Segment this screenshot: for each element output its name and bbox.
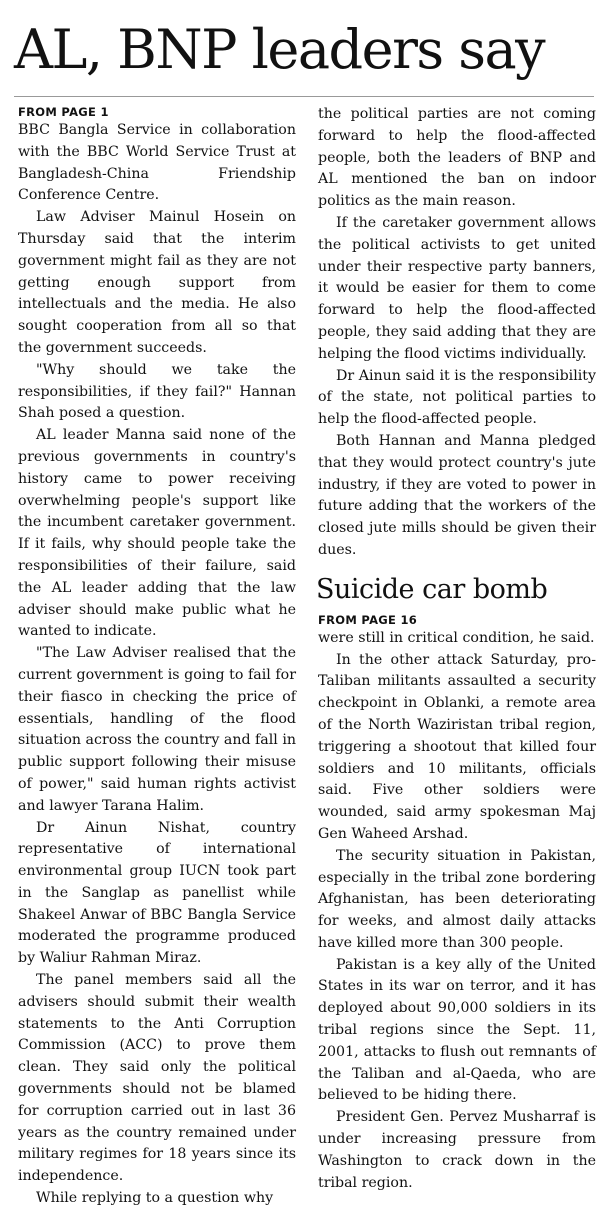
headline-rule — [14, 96, 594, 97]
paragraph: While replying to a question why — [36, 1190, 274, 1207]
paragraph: AL leader Manna said none of the previous governments in country's history came to power receiving overwhelming people's support like the incumbent caretaker government. If it fails, why should people take the responsibilities of their failure, said the AL leader adding that the law adviser should make public what he wanted to indicate. — [18, 427, 296, 640]
headline: AL, BNP leaders say — [14, 18, 545, 81]
paragraph: The panel members said all the advisers should submit their wealth statements to the Anti Corruption Commission (ACC) to prove them clean. They said only the political governments should not be blamed for corruption carried out in last 36 years as the country remained under military regimes for 18 years since its independence. — [18, 972, 296, 1185]
right-column — [318, 104, 596, 1194]
paragraph: The security situation in Pakistan, especially in the tribal zone bordering Afghanistan, has been deteriorating for weeks, and almost daily attacks have killed more than 300 people. — [318, 847, 596, 951]
paragraph: Dr Ainun Nishat, country representative of international environmental group IUCN took part in the Sanglap as panellist while Shakeel Anwar of BBC Bangla Service moderated the programme produced by Waliur Rahman Miraz. — [18, 819, 296, 967]
paragraph: BBC Bangla Service in collaboration with the BBC World Service Trust at Bangladesh-China Friendship Conference Centre. — [18, 122, 296, 204]
paragraph: Law Adviser Mainul Hosein on Thursday said that the interim government might fail as they are not getting enough support from intellectuals and the media. He also sought cooperation from all so that the government succeeds. — [18, 209, 296, 356]
paragraph: President Gen. Pervez Musharraf is under increasing pressure from Washington to crack down in the tribal region. — [318, 1109, 596, 1191]
second-story-headline: Suicide car bomb — [316, 573, 548, 605]
kicker-from-page-1: FROM PAGE 1 — [18, 105, 109, 119]
paragraph: were still in critical condition, he said. — [318, 629, 595, 646]
paragraph: Pakistan is a key ally of the United States in its war on terror, and it has deployed about 90,000 soldiers in its tribal regions since the Sept. 11, 2001, attacks to flush out remnants of the Taliban and al-Qaeda, who are believed to be hiding there. — [318, 956, 596, 1104]
paragraph: the political parties are not coming forward to help the flood-affected people, both the leaders of BNP and AL mentioned the ban on indoor politics as the main reason. — [318, 106, 596, 210]
paragraph: Dr Ainun said it is the responsibility of the state, not political parties to help the flood-affected people. — [318, 367, 596, 428]
left-column — [18, 104, 296, 1207]
paragraph: In the other attack Saturday, pro-Taliban militants assaulted a security checkpoint in Oblanki, a remote area of the North Waziristan tribal region, triggering a shootout that killed four soldiers and 10 militants, officials said. Five other soldiers were wounded, said army spokesman Maj Gen Waheed Arshad. — [318, 651, 596, 842]
paragraph: "Why should we take the responsibilities, if they fail?" Hannan Shah posed a question. — [18, 361, 296, 422]
paragraph: Both Hannan and Manna pledged that they would protect country's jute industry, if they are voted to power in future adding that the workers of the closed jute mills should be given their dues. — [318, 432, 596, 558]
paragraph: If the caretaker government allows the political activists to get united under their respective party banners, it would be easier for them to come forward to help the flood-affected people, they said adding that they are helping the flood victims individually. — [318, 214, 596, 362]
paragraph: "The Law Adviser realised that the current government is going to fail for their fiasco in checking the price of essentials, handling of the flood situation across the country and fall in public support following their misuse of power," said human rights activist and lawyer Tarana Halim. — [18, 645, 297, 814]
kicker-from-page-16: FROM PAGE 16 — [318, 612, 418, 627]
